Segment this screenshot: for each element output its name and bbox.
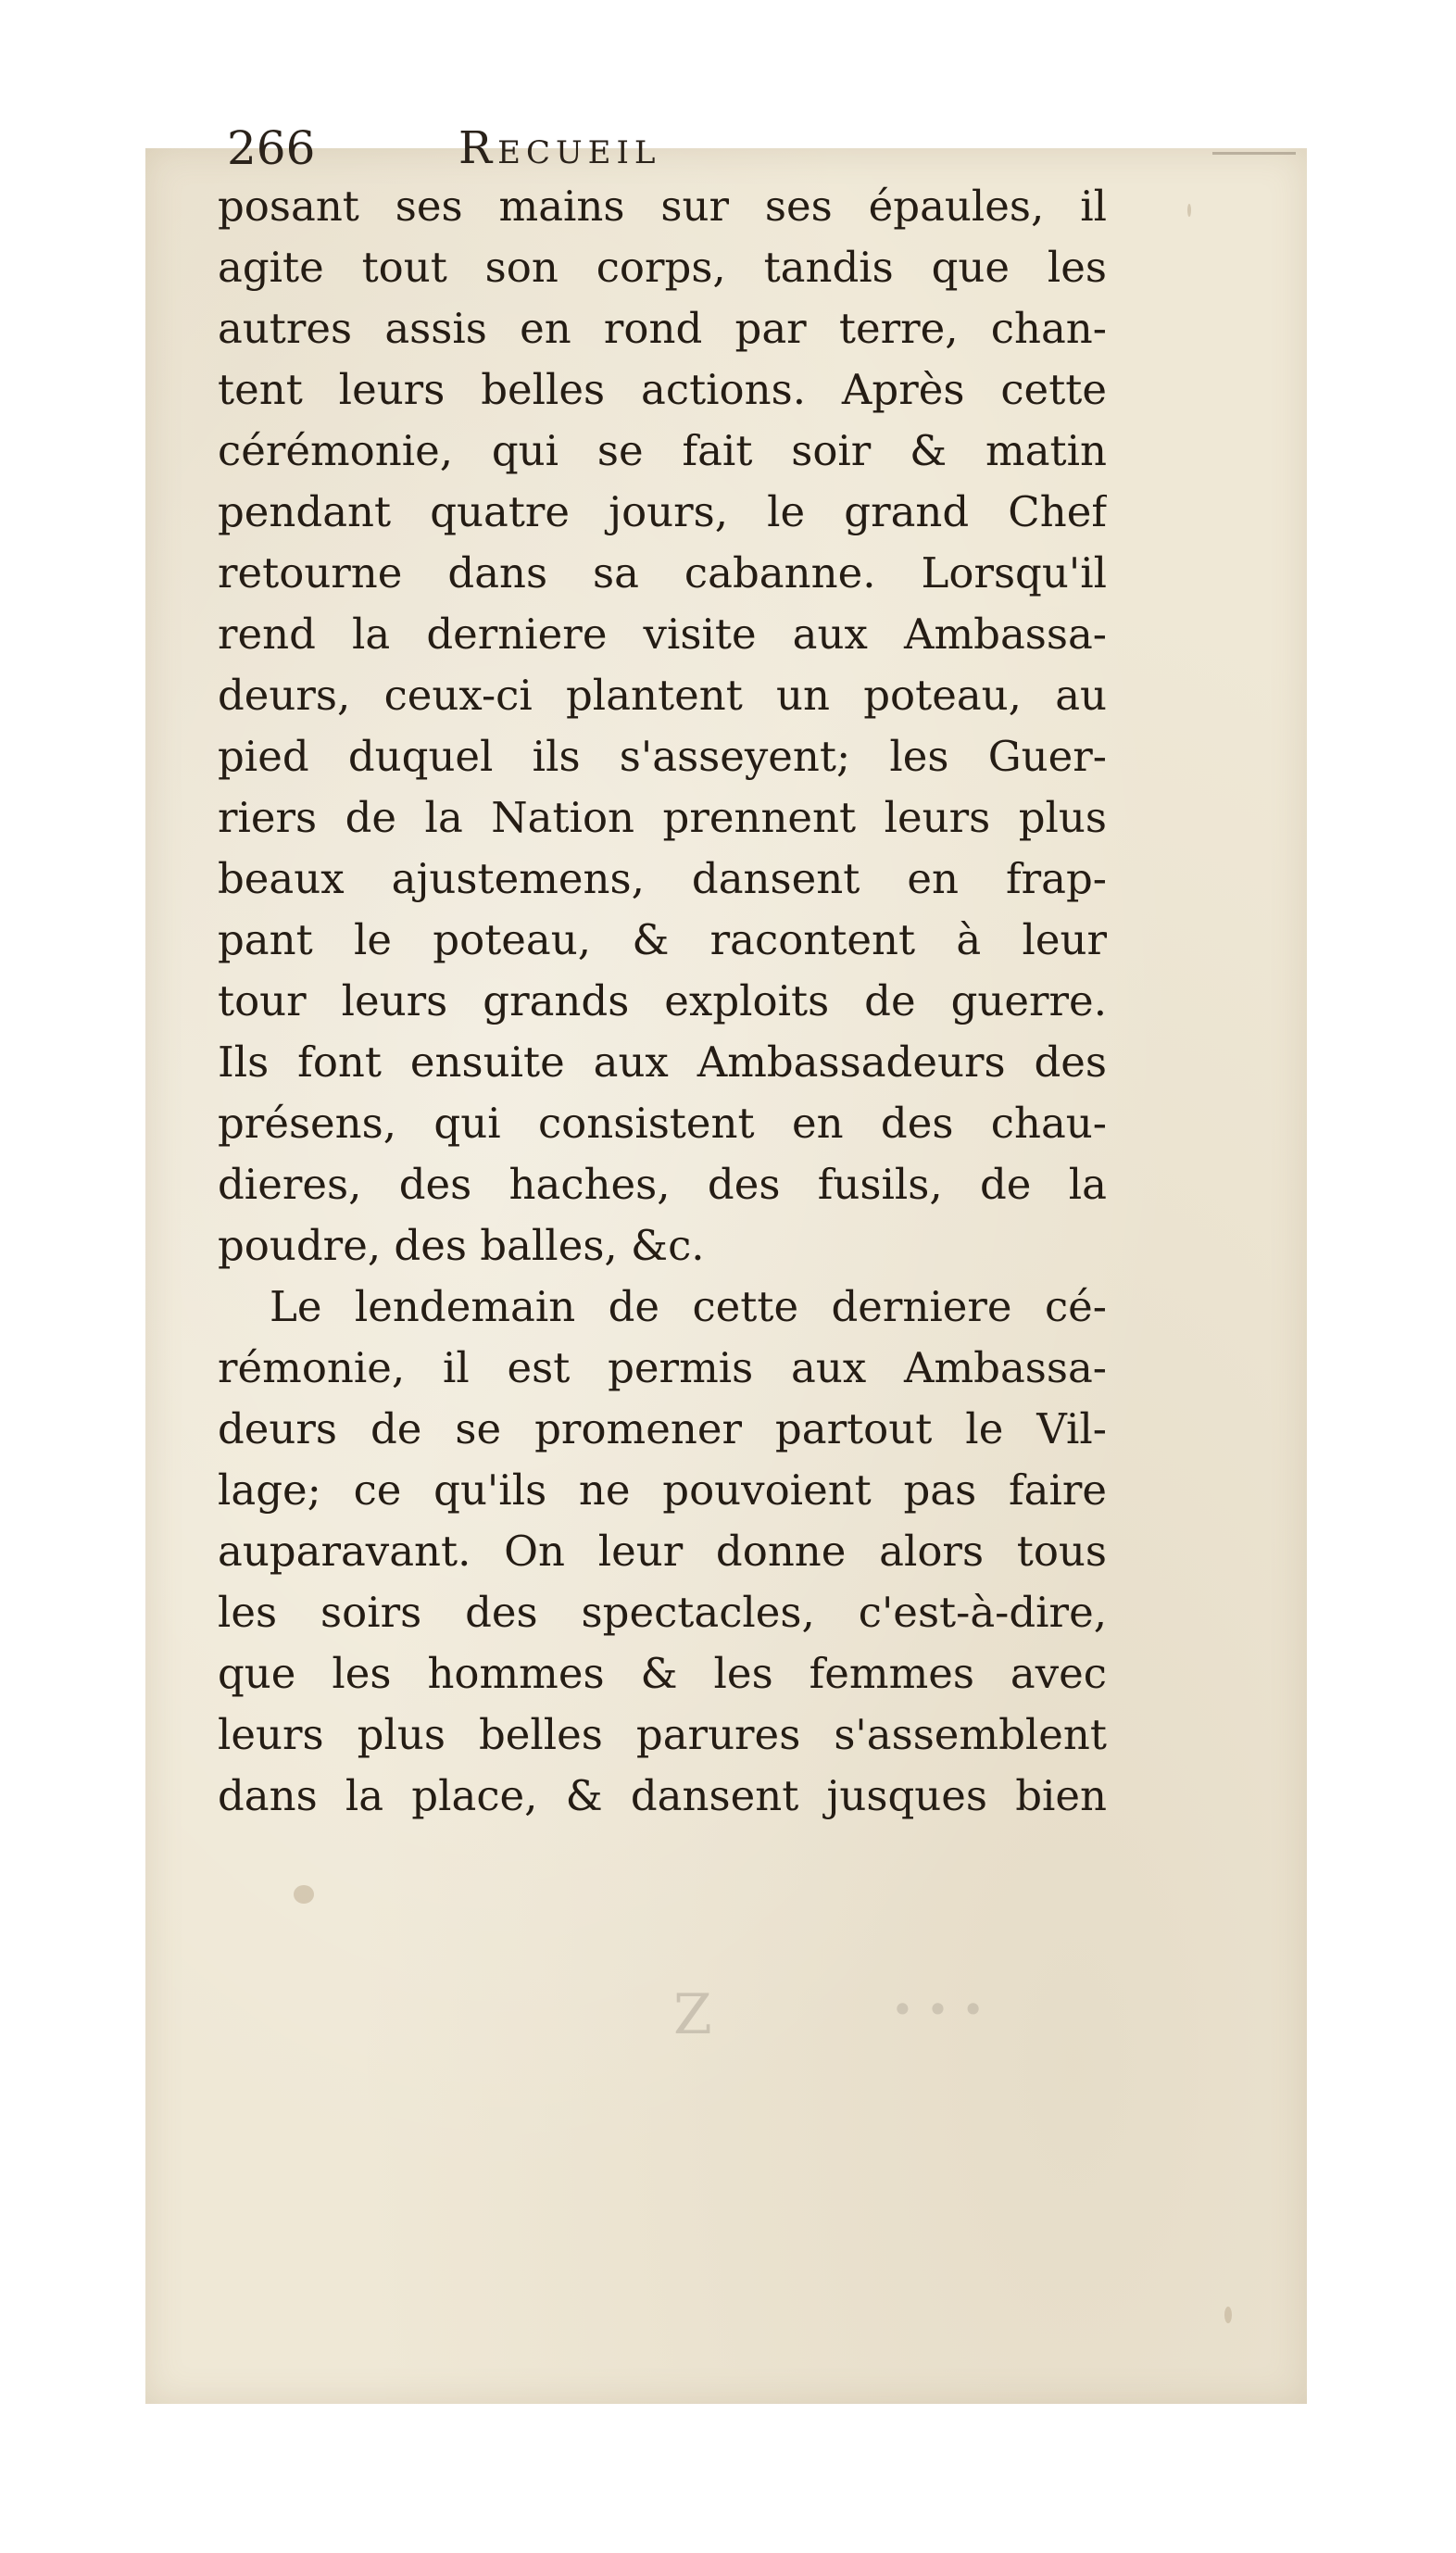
page-edge <box>1212 152 1296 155</box>
text-line: les soirs des spectacles, c'est-à-dire, <box>218 1588 1107 1637</box>
text-line: agite tout son corps, tandis que les <box>218 243 1107 292</box>
text-line: présens, qui consistent en des chau- <box>218 1099 1107 1148</box>
show-through-mark: Z <box>673 1982 712 2047</box>
text-line: leurs plus belles parures s'assemblent <box>218 1710 1107 1759</box>
text-line: tent leurs belles actions. Après cette <box>218 365 1107 414</box>
text-line: que les hommes & les femmes avec <box>218 1649 1107 1698</box>
text-line: Ils font ensuite aux Ambassadeurs des <box>218 1038 1107 1087</box>
text-line: Le lendemain de cette derniere cé- <box>270 1282 1107 1331</box>
text-line: auparavant. On leur donne alors tous <box>218 1527 1107 1576</box>
page-header <box>227 119 968 178</box>
running-head: Recueil <box>458 122 661 174</box>
text-line: riers de la Nation prennent leurs plus <box>218 793 1107 842</box>
text-line: pant le poteau, & racontent à leur <box>218 915 1107 964</box>
text-line: retourne dans sa cabanne. Lorsqu'il <box>218 548 1107 597</box>
text-line: poudre, des balles, &c. <box>218 1221 705 1270</box>
text-line: rémonie, il est permis aux Ambassa- <box>218 1343 1107 1392</box>
text-line: cérémonie, qui se fait soir & matin <box>218 426 1107 475</box>
paragraph-1 <box>218 176 1107 1276</box>
paper-stain <box>294 1885 314 1904</box>
text-line: beaux ajustemens, dansent en frap- <box>218 854 1107 903</box>
text-line: autres assis en rond par terre, chan- <box>218 304 1107 353</box>
text-line: deurs de se promener partout le Vil- <box>218 1404 1107 1453</box>
text-line: deurs, ceux-ci plantent un poteau, au <box>218 671 1107 720</box>
text-line: lage; ce qu'ils ne pouvoient pas faire <box>218 1465 1107 1515</box>
text-line: dans la place, & dansent jusques bien <box>218 1771 1107 1820</box>
page-number: 266 <box>227 121 316 175</box>
text-line: posant ses mains sur ses épaules, il <box>218 182 1107 231</box>
text-line: pendant quatre jours, le grand Chef <box>218 487 1107 536</box>
text-line: dieres, des haches, des fusils, de la <box>218 1160 1107 1209</box>
text-line: rend la derniere visite aux Ambassa- <box>218 610 1107 659</box>
body-text <box>218 176 1107 1827</box>
paper-stain <box>1187 204 1191 217</box>
text-line: tour leurs grands exploits de guerre. <box>218 976 1107 1025</box>
show-through-mark: • • • <box>891 1987 985 2032</box>
paper-stain <box>1224 2307 1232 2323</box>
paragraph-2 <box>218 1276 1107 1827</box>
text-line: pied duquel ils s'asseyent; les Guer- <box>218 732 1107 781</box>
